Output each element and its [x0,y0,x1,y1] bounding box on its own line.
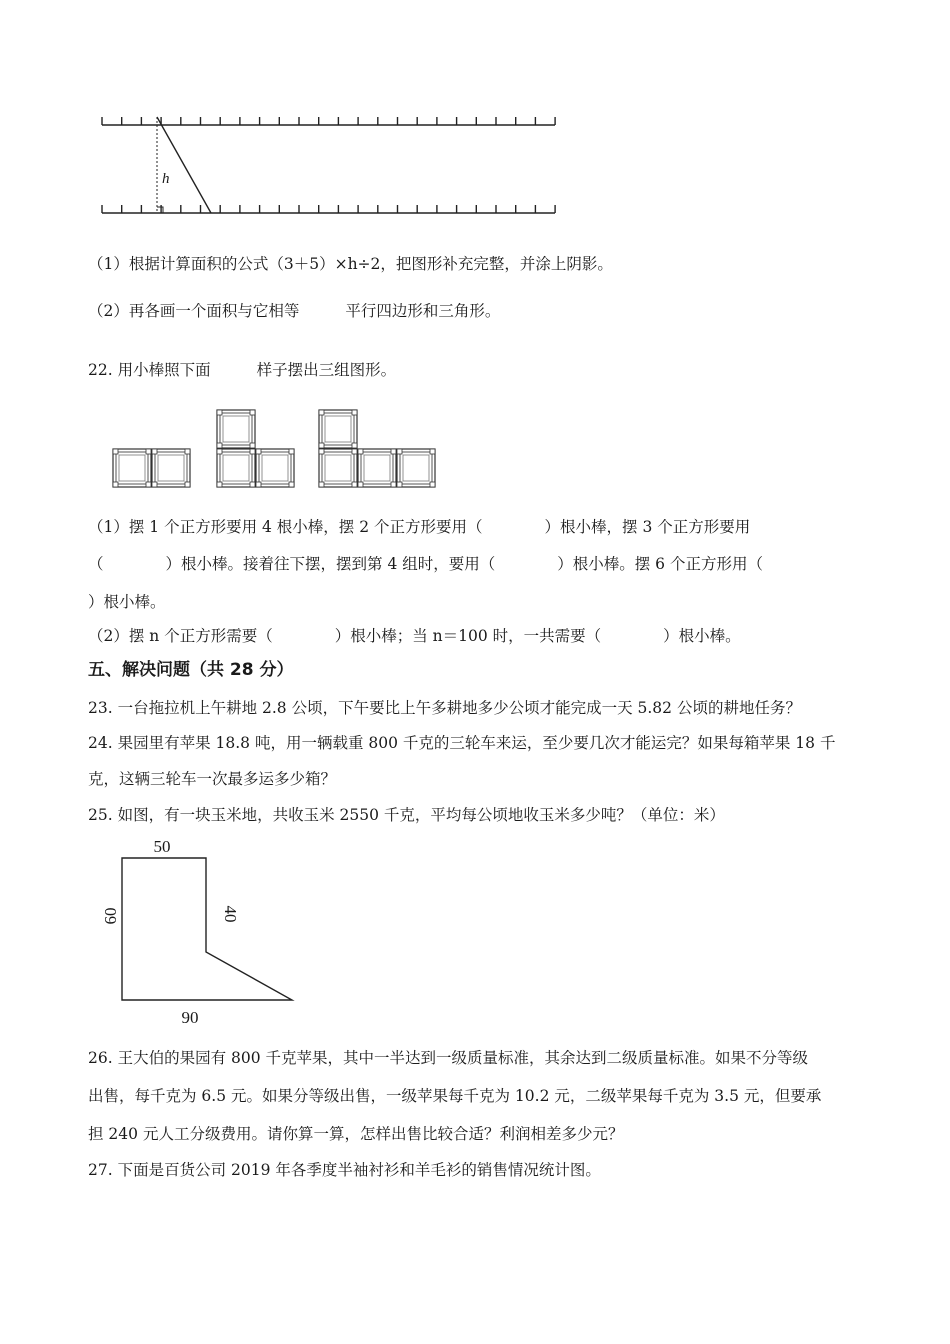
q22-line1-part-b: ）根小棒，摆 3 个正方形要用 [544,518,751,536]
q22-line2-part-b: ）根小棒。接着往下摆，摆到第 4 组时，要用（ [165,555,496,573]
q24-line2: 克，这辆三轮车一次最多运多少箱？ [88,770,337,788]
bottom-length-label: 90 [181,1008,199,1027]
section-5-heading: 五、解决问题（共 28 分） [88,660,294,680]
q21-sub1: （1）根据计算面积的公式（3＋5）×h÷2，把图形补充完整，并涂上阴影。 [88,255,613,273]
q25-stem: 25. 如图，有一块玉米地，共收玉米 2550 千克，平均每公顷地收玉米多少吨？（单位：米） [88,806,725,824]
q27-text: 27. 下面是百货公司 2019 年各季度半袖衬衫和羊毛衫的销售情况统计图。 [88,1161,601,1179]
q21-sub2-part-a: （2）再各画一个面积与它相等 [88,302,300,320]
q24-line1: 24. 果园里有苹果 18.8 吨，用一辆载重 800 千克的三轮车来运，至少要几次才能运完？如果每箱苹果 18 千 [88,734,836,752]
q21-sub2-part-b: 平行四边形和三角形。 [345,302,501,320]
q23-text: 23. 一台拖拉机上午耕地 2.8 公顷，下午要比上午多耕地多少公顷才能完成一天 5.82 公顷的耕地任务？ [88,699,801,717]
height-label: h [162,171,170,187]
q22-line1-part-a: （1）摆 1 个正方形要用 4 根小棒，摆 2 个正方形要用（ [88,518,483,536]
q22-stem-part-b: 样子摆出三组图形。 [256,361,397,379]
q22-line2-part-c: ）根小棒。摆 6 个正方形用（ [557,555,763,573]
top-length-label: 50 [153,837,171,856]
q22-stem-part-a: 22. 用小棒照下面 [88,361,211,379]
q22-line3: ）根小棒。 [88,593,166,611]
field-outline [122,858,292,1000]
q26-line3: 担 240 元人工分级费用。请你算一算，怎样出售比较合适？利润相差多少元？ [88,1125,624,1143]
left-length-label: 60 [101,907,120,925]
q22-line4-part-c: ）根小棒。 [663,627,741,645]
q26-line2: 出售，每千克为 6.5 元。如果分等级出售，一级苹果每千克为 10.2 元，二级苹果每千克为 3.5 元，但要承 [88,1087,822,1105]
right-length-label: 40 [221,905,240,923]
q22-line4-part-b: ）根小棒；当 n＝100 时，一共需要（ [334,627,602,645]
q22-line2-part-a: （ [88,555,104,573]
q22-line4-part-a: （2）摆 n 个正方形需要（ [88,627,273,645]
q26-line1: 26. 王大伯的果园有 800 千克苹果，其中一半达到一级质量标准，其余达到二级质量标准。如果不分等级 [88,1049,809,1067]
